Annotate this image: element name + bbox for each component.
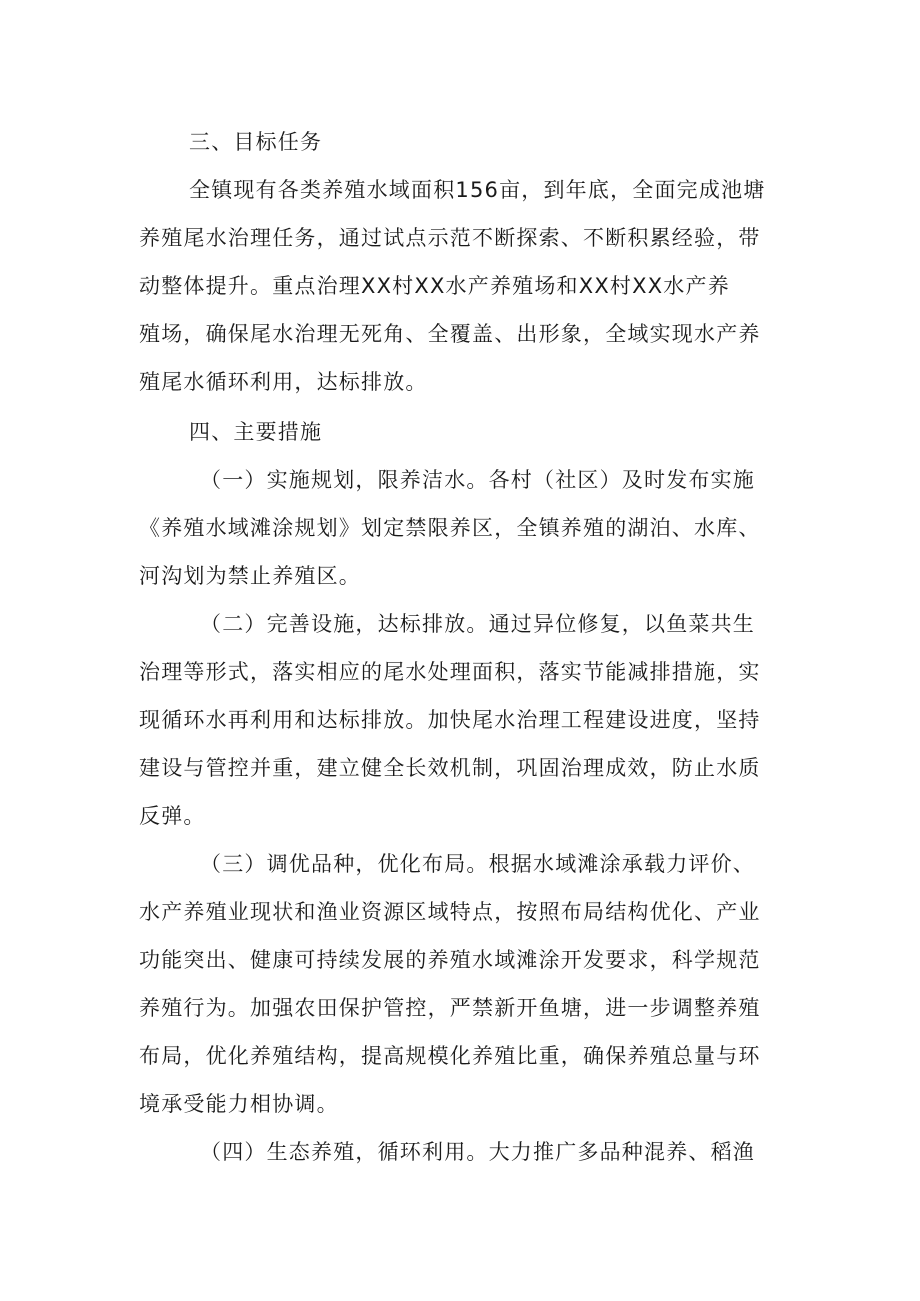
paragraph-line: 养殖尾水治理任务，通过试点示范不断探索、不断积累经验，带 xyxy=(139,226,761,250)
measure-3-line: 布局，优化养殖结构，提高规模化养殖比重，确保养殖总量与环 xyxy=(139,1044,761,1068)
measure-4-line: （四）生态养殖，循环利用。大力推广多品种混养、稻渔 xyxy=(200,1140,755,1164)
measure-2-line: 建设与管控并重，建立健全长效机制，巩固治理成效，防止水质 xyxy=(139,756,761,780)
measure-3-line: 水产养殖业现状和渔业资源区域特点，按照布局结构优化、产业 xyxy=(139,900,761,924)
measure-3-line: 功能突出、健康可持续发展的养殖水域滩涂开发要求，科学规范 xyxy=(139,948,761,972)
paragraph-line: 殖尾水循环利用，达标排放。 xyxy=(139,370,428,394)
measure-1-line: 《养殖水域滩涂规划》划定禁限养区，全镇养殖的湖泊、水库、 xyxy=(139,516,761,540)
measure-2-line: 治理等形式，落实相应的尾水处理面积，落实节能减排措施，实 xyxy=(139,660,761,684)
measure-1-line: （一）实施规划，限养洁水。各村（社区）及时发布实施 xyxy=(200,468,755,492)
measure-3-line: 养殖行为。加强农田保护管控，严禁新开鱼塘，进一步调整养殖 xyxy=(139,996,761,1020)
measure-2-line: （二）完善设施，达标排放。通过异位修复，以鱼菜共生 xyxy=(200,612,755,636)
paragraph-line: 动整体提升。重点治理XX村XX水产养殖场和XX村XX水产养 xyxy=(139,274,730,298)
section-heading-measures: 四、主要措施 xyxy=(189,420,323,444)
paragraph-line: 殖场，确保尾水治理无死角、全覆盖、出形象，全域实现水产养 xyxy=(139,322,761,346)
paragraph-line: 全镇现有各类养殖水域面积156亩，到年底，全面完成池塘 xyxy=(189,178,766,202)
measure-2-line: 反弹。 xyxy=(139,804,206,828)
measure-2-line: 现循环水再利用和达标排放。加快尾水治理工程建设进度，坚持 xyxy=(139,708,761,732)
measure-3-line: （三）调优品种，优化布局。根据水域滩涂承载力评价、 xyxy=(200,852,755,876)
measure-3-line: 境承受能力相协调。 xyxy=(139,1092,339,1116)
section-heading-goals: 三、目标任务 xyxy=(189,130,323,154)
measure-1-line: 河沟划为禁止养殖区。 xyxy=(139,564,361,588)
